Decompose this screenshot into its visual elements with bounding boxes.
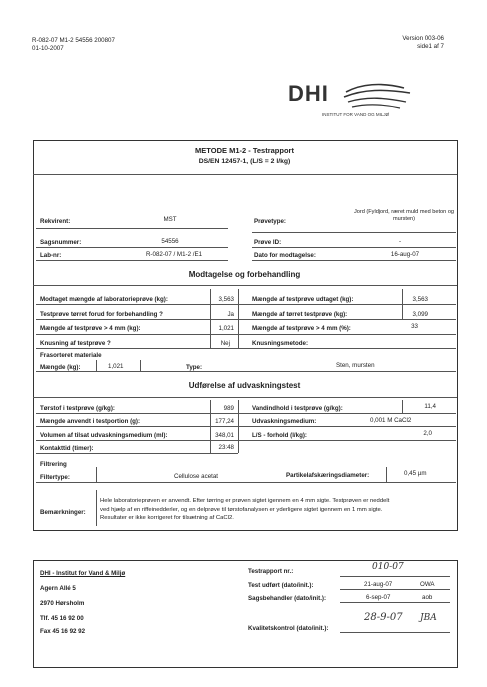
section-udforelse-title: Udførelse af udvaskningstest — [188, 381, 301, 390]
footer-street: Agern Allé 5 — [40, 585, 76, 592]
labnr-label: Lab-nr: — [40, 252, 62, 259]
doc-date: 01-10-2007 — [32, 45, 64, 52]
labnr-value: R-082-07 / M1-2 /E1 — [145, 251, 203, 258]
dato-label: Dato for modtagelse: — [254, 252, 316, 259]
partikel-label: Partikelafskæringsdiameter: — [286, 472, 370, 479]
testprove-4mm-kg-value: 1,021 — [218, 325, 234, 332]
torret-forud-label: Testprøve tørret forud for forbehandling ? — [40, 311, 163, 318]
torret-forud-value: Ja — [227, 311, 234, 318]
footer-fax: Fax 45 16 92 92 — [40, 628, 86, 635]
footer-phone: Tlf. 45 16 92 00 — [40, 615, 84, 622]
sagsbehandler-init: aob — [422, 594, 433, 601]
partikel-value: 0,45 µm — [404, 470, 427, 477]
filtertype-value: Cellulose acetat — [174, 473, 219, 480]
logo-subtitle: INSTITUT FOR VAND OG MILJØ — [322, 112, 390, 117]
knusning-label: Knusning af testprøve ? — [40, 340, 111, 347]
footer-city: 2970 Hørsholm — [40, 600, 85, 607]
testrapport-value: 010-07 — [372, 562, 404, 572]
prove-id-value: - — [398, 238, 402, 245]
volumen-label: Volumen af tilsat udvaskningsmedium (ml): — [40, 432, 168, 439]
frasorteret-maengde-label: Mængde (kg): — [40, 364, 81, 371]
filtertype-label: Filtertype: — [40, 474, 70, 481]
kvalitetskontrol-label: Kvalitetskontrol (dato/init.): — [248, 625, 329, 632]
doc-reference: R-082-07 M1-2 54556 200807 — [32, 37, 115, 44]
kvalitetskontrol-init: JBA — [420, 613, 437, 623]
report-title: METODE M1-2 - Testrapport — [195, 146, 294, 155]
test-udfort-label: Test udført (dato/init.): — [248, 582, 314, 589]
page-number: side1 af 7 — [417, 43, 444, 50]
remarks-line-3: Resultater er ikke korrigeret for tilsætning af CaCl2. — [100, 515, 234, 521]
remarks-text — [100, 497, 389, 523]
logo-text: DHI — [288, 81, 329, 106]
testrapport-label: Testrapport nr.: — [248, 568, 294, 575]
testprove-4mm-pct-label: Mængde af testprøve > 4 mm (%): — [252, 325, 351, 332]
frasorteret-type-label: Type: — [186, 364, 203, 371]
provetype-value: Jord (Fyldjord, ræret muld med beton og mursten) — [353, 209, 455, 222]
torret-testprove-label: Mængde af tørret testprøve (kg): — [252, 311, 348, 318]
frasorteret-maengde-value: 1,021 — [108, 363, 124, 370]
report-subtitle: DS/EN 12457-1, (L/S = 2 l/kg) — [198, 158, 291, 165]
torret-testprove-value: 3,099 — [412, 311, 428, 318]
sagsbehandler-label: Sagsbehandler (dato/init.): — [248, 595, 327, 602]
prove-id-label: Prøve ID: — [254, 239, 282, 246]
remarks-label: Bemærkninger: — [40, 509, 86, 516]
sagsnummer-value: 54556 — [161, 238, 179, 245]
test-udfort-init: OWA — [420, 581, 435, 588]
kontakttid-value: 23:48 — [218, 444, 234, 451]
udvaskningsmedium-label: Udvaskningsmedium: — [252, 418, 317, 425]
sagsbehandler-date: 6-sep-07 — [366, 594, 391, 601]
maengde-testportion-label: Mængde anvendt i testportion (g): — [40, 418, 141, 425]
sagsnummer-label: Sagsnummer: — [40, 239, 82, 246]
test-udfort-date: 21-aug-07 — [364, 581, 393, 588]
vandindhold-label: Vandindhold i testprøve (g/kg): — [252, 405, 343, 412]
frasorteret-label: Frasorteret materiale — [40, 352, 102, 359]
volumen-value: 348,01 — [215, 432, 234, 439]
maengde-testportion-value: 177,24 — [215, 418, 234, 425]
remarks-line-2: ved hjælp af en riffeinedderler, og en delprøve til tørstofanalysen er yderligere sigtet igennem en 1 mm sigte. — [100, 506, 383, 513]
provetype-label: Prøvetype: — [254, 218, 286, 225]
rekvirent-value: MST — [163, 216, 177, 223]
doc-version: Version 003-06 — [402, 35, 444, 42]
kontakttid-label: Kontakttid (timer): — [40, 445, 94, 452]
remarks-line-1: Hele laboratorieprøven er anvendt. Efter tørring er prøven sigtet igennem en 4 mm sigte. Testprøven er neddelt — [100, 498, 390, 504]
dhi-logo — [286, 78, 416, 122]
torstof-value: 989 — [223, 405, 234, 412]
torstof-label: Tørstof i testprøve (g/kg): — [40, 405, 115, 412]
modtaget-maengde-label: Modtaget mængde af laboratorieprøve (kg): — [40, 296, 168, 303]
testprove-udtaget-label: Mængde af testprøve udtaget (kg): — [252, 296, 354, 303]
section-modtagelse-title: Modtagelse og forbehandling — [188, 270, 301, 279]
frasorteret-type-value: Sten, mursten — [336, 362, 375, 369]
testprove-udtaget-value: 3,563 — [412, 296, 428, 303]
ls-forhold-label: L/S - forhold (l/kg): — [252, 432, 307, 439]
testprove-4mm-pct-value: 33 — [411, 323, 418, 330]
report-frame — [33, 140, 458, 531]
knusningsmetode-label: Knusningsmetode: — [252, 340, 309, 347]
kvalitetskontrol-date: 28-9-07 — [364, 612, 403, 623]
footer-company: DHI - Institut for Vand & Miljø — [40, 570, 126, 577]
rekvirent-label: Rekvirent: — [40, 218, 71, 225]
filtrering-label: Filtrering — [40, 461, 67, 468]
modtaget-maengde-value: 3,563 — [218, 296, 234, 303]
ls-forhold-value: 2,0 — [423, 430, 432, 437]
dato-value: 16-aug-07 — [390, 251, 420, 258]
knusning-value: Nej — [220, 340, 230, 347]
vandindhold-value: 11,4 — [424, 403, 436, 410]
udvaskningsmedium-value: 0,001 M CaCl2 — [370, 417, 412, 424]
testprove-4mm-kg-label: Mængde af testprøve > 4 mm (kg): — [40, 325, 141, 332]
